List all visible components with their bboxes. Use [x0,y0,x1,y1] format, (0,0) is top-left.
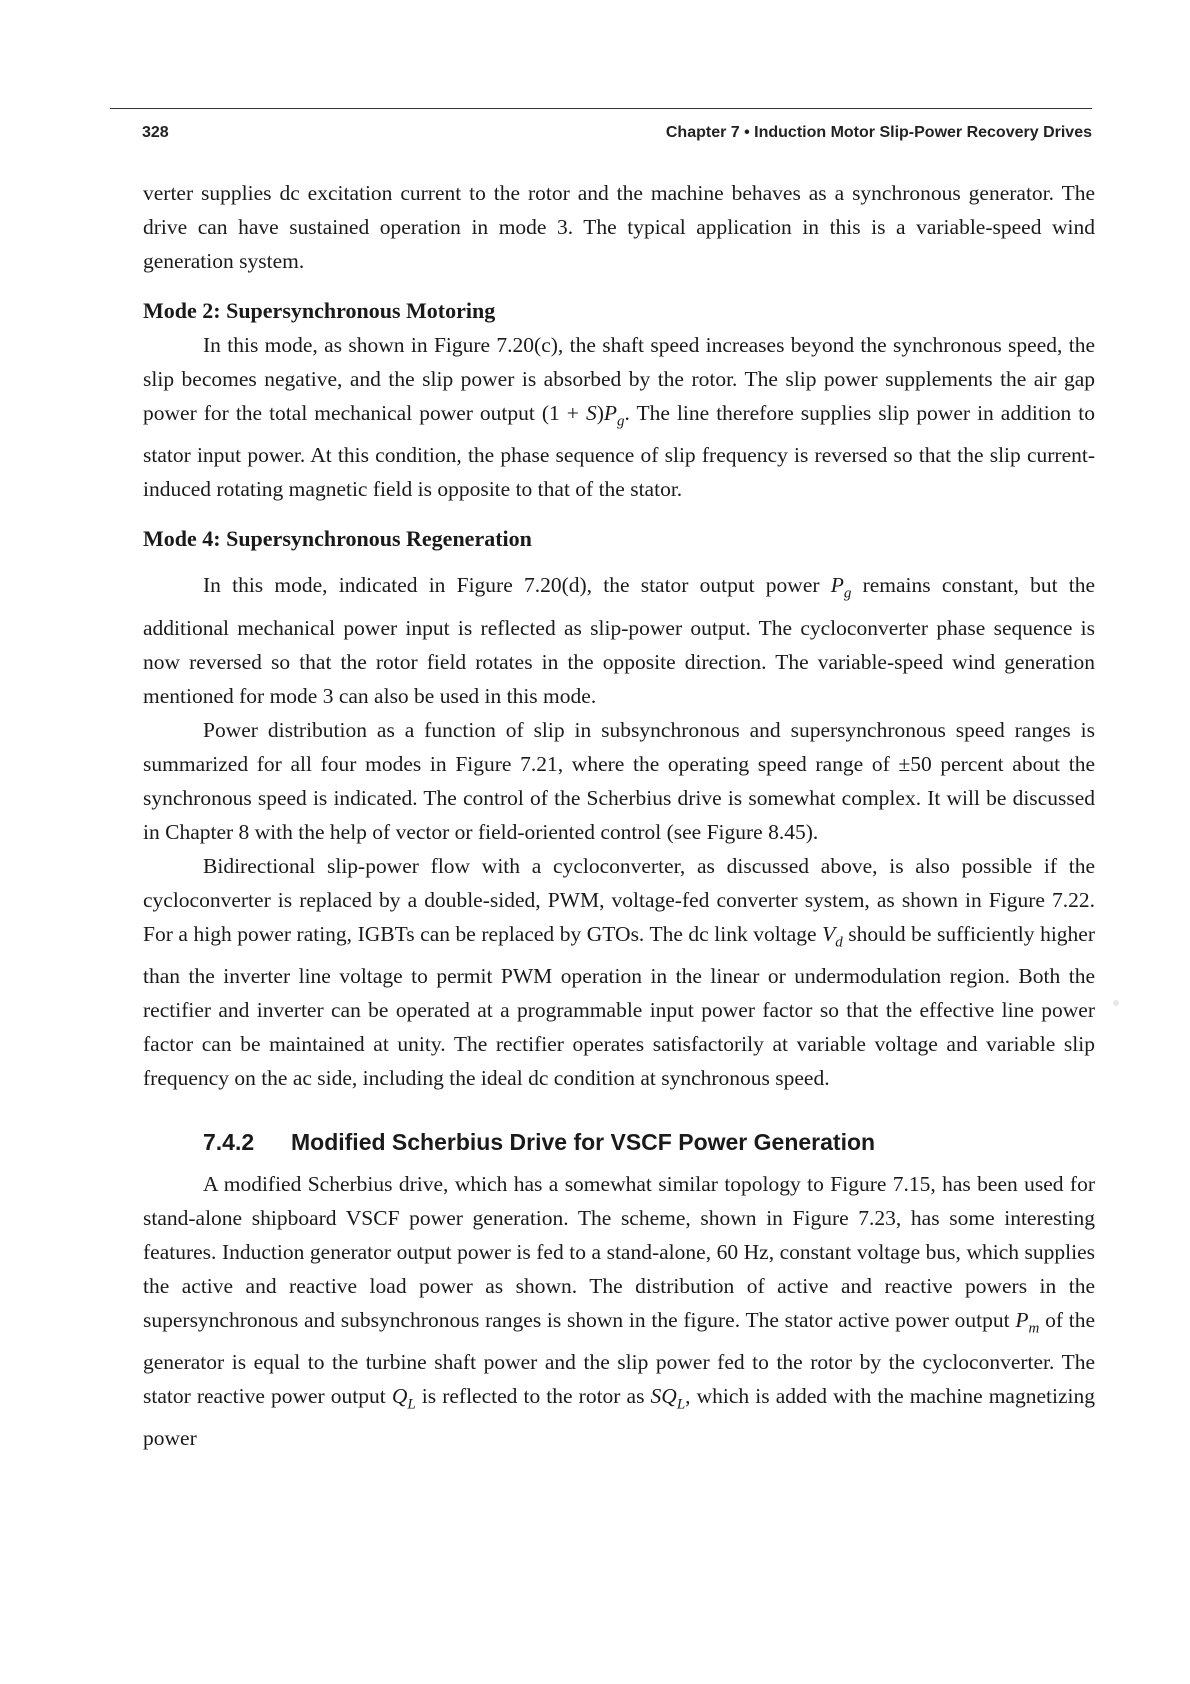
mode-2-heading: Mode 2: Supersynchronous Motoring [143,298,496,323]
scan-artifact-dot [1113,1000,1119,1006]
paragraph-modified-scherbius: A modified Scherbius drive, which has a somewhat similar topology to Figure 7.15, has been used for stand-alone shipboard VSCF power generation. The scheme, shown in Figure 7.23, has some interesting features. Induction generator output power is fed to a stand-alone, 60 Hz, constant voltage bus, which supplies the active and reactive load power as shown. The distribution of active and reactive powers in the supersynchronous and subsynchronous ranges is shown in the figure. The stator active power output $P_m$ of the generator is equal to the turbine shaft power and the slip power fed to the rotor by the cycloconverter. The stator reactive power output $Q_L$ is reflected to the rotor as $SQ_L$, which is added with the machine magnetizing power [143,1171,1095,1451]
body-text [143,176,1095,1455]
section-number: 7.4.2 [203,1128,255,1155]
page-number: 328 [142,124,169,141]
paragraph-power-distribution: Power distribution as a function of slip in subsynchronous and supersynchronous speed ranges is summarized for all four modes in Figure 7.21, where the operating speed range of ±50 percent about the synchronous speed is indicated. The control of the Scherbius drive is somewhat complex. It will be discussed in Chapter 8 with the help of vector or field-oriented control (see Figure 8.45). [143,717,1095,844]
paragraph-continuation: verter supplies dc excitation current to the rotor and the machine behaves as a synchronous generator. The drive can have sustained operation in mode 3. The typical application in this is a variable-speed wind generation system. [143,181,1095,273]
paragraph-bidirectional: Bidirectional slip-power flow with a cycloconverter, as discussed above, is also possible if the cycloconverter is replaced by a double-sided, PWM, voltage-fed converter system, as shown in Figure 7.22. For a high power rating, IGBTs can be replaced by GTOs. The dc link voltage $V_d$ should be sufficiently higher than the inverter line voltage to permit PWM operation in the linear or undermodulation region. Both the rectifier and inverter can be operated at a programmable input power factor so that the effective line power factor can be maintained at unity. The rectifier operates satisfactorily at variable voltage and variable slip frequency on the ac side, including the ideal dc condition at synchronous speed. [143,853,1095,1090]
mode-4-heading: Mode 4: Supersynchronous Regeneration [143,526,532,552]
section-title: Modified Scherbius Drive for VSCF Power Generation [291,1128,876,1155]
running-head: Chapter 7 • Induction Motor Slip-Power Recovery Drives [665,124,1092,141]
header-rule [110,108,1092,109]
paragraph-mode-4: In this mode, indicated in Figure 7.20(d), the stator output power $P_g$ remains constant, but the additional mechanical power input is reflected as slip-power output. The cycloconverter phase sequence is now reversed so that the rotor field rotates in the opposite direction. The variable-speed wind generation mentioned for mode 3 can also be used in this mode. [143,573,1096,708]
paragraph-mode-2: In this mode, as shown in Figure 7.20(c), the shaft speed increases beyond the synchronous speed, the slip becomes negative, and the slip power is absorbed by the rotor. The slip power supplements the air gap power for the total mechanical power output $(1 + S)P_g$. The line therefore supplies slip power in addition to stator input power. At this condition, the phase sequence of slip frequency is reversed so that the slip current-induced rotating magnetic field is opposite to that of the stator. [143,333,1095,502]
section-heading [203,1125,1095,1159]
